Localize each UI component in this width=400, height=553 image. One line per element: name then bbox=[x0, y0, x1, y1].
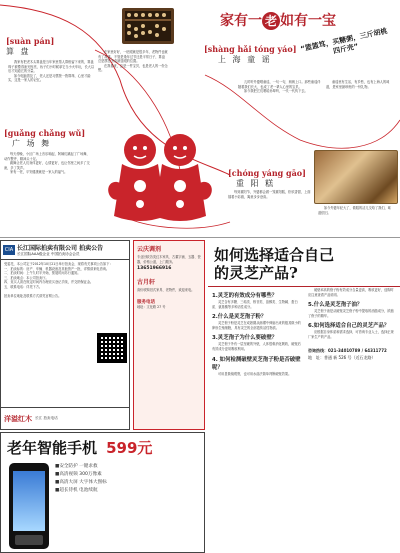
section-dance-header bbox=[4, 128, 85, 149]
q5-heading: 5.什么是灵芝孢子油？ bbox=[308, 302, 363, 309]
q4-heading: 4. 如何检测破壁灵芝孢子粉是否破壁呢？ bbox=[212, 356, 301, 371]
abacus-image bbox=[120, 4, 176, 48]
article-col-left: 1.灵芝的有效成分有哪些？ 灵芝含有多糖、三萜类、核苷类、甾醇类、生物碱、蛋白质、氨基酸等多种活性成分。 2.什么是灵芝孢子粉？ 灵芝孢子粉是灵芝在成熟期从菌褶中弹射出来的极其微小的卵形生殖细胞，具有灵芝的全部遗传活性物质。 3.灵芝孢子为什么要破壁？ 灵芝孢子外有一层坚硬的外壁，人体很难消化吸收，破壁后有效成分更易吸收利用。 4. 如何检测破壁灵芝孢子粉是否破壁呢？ 可用显微镜观察，也可用水溶法简单判断破壁效果。 bbox=[212, 293, 301, 376]
lingzhi-article bbox=[208, 240, 400, 553]
section-dance-hanzi: 广 场 舞 bbox=[12, 139, 52, 148]
section-abacus-pinyin: [suàn pán] bbox=[6, 36, 55, 46]
auction-ad bbox=[0, 240, 130, 430]
auction-footer-brand: 洋溢红木 bbox=[4, 414, 32, 423]
top-separator bbox=[0, 237, 400, 238]
paper-cut-illustration bbox=[104, 126, 216, 230]
middle-ad-title2: 古月轩 bbox=[137, 279, 156, 287]
auction-company-name: 长江国际拍卖有限公司 拍卖公告 bbox=[17, 245, 104, 252]
title-end: 宝 bbox=[322, 13, 336, 29]
phone-ad-price: 599元 bbox=[106, 439, 153, 457]
phone-bullet-1: ■安全防护 一键求救 bbox=[55, 464, 98, 469]
phone-ad-headline bbox=[7, 437, 152, 458]
phone-bullet-4: ■超长待机 电池续航 bbox=[55, 488, 98, 493]
auction-ad-header bbox=[1, 241, 129, 260]
phone-bullet-3: ■高清大屏 大字体大图标 bbox=[55, 480, 107, 485]
auction-company-sub: 长江国际AAA级企业 中国拍卖协会会员 bbox=[17, 252, 80, 256]
section-rhyme-body-2: 童谣里有生活，有乡愁，也有上海人的味道，是家里最珍贵的一份礼物。 bbox=[326, 80, 390, 89]
auction-ad-body: 受委托，本公司定于2012年10月21日举行拍卖会，现将有关事项公告如下： 一、拍卖标的：房产、车辆、机器设备及其他资产一批，详情请来电咨询。 二、拍卖时间：上午九时半开始，预展时间另行通知。 三、拍卖地点：本公司拍卖厅。 四、竞买人须在规定时间内办理竞买登记手续，并交纳保证金。 五、联系电话：详见下方。 拍卖单位地址及联系方式请见官网公告。 bbox=[1, 260, 129, 300]
section-rhyme-body: 儿时听外婆唱童谣，一句一句，朗朗上口。那些童谣伴随着我们长大，也成了老一辈人心里的宝贝。 如今我把它们唱给孙辈听，一代一代传下去。 bbox=[238, 80, 321, 94]
section-cake-hanzi: 重 阳 糕 bbox=[236, 179, 276, 188]
section-cake-body-2: 如今外婆年纪大了，做糕的活儿交给了我们，味道依旧。 bbox=[318, 206, 391, 215]
article-address: 地 址：普通 新 526 号（近石龙路） bbox=[308, 354, 376, 360]
phone-bullet-2: ■高清视频 300万像素 bbox=[55, 472, 102, 477]
phone-keypad bbox=[15, 535, 43, 545]
auction-qr-code bbox=[97, 333, 127, 363]
top-feature-panel bbox=[0, 0, 400, 238]
article-col-right: 破壁率高的孢子粉有效成分含量更高，吸收更好，选购时应注意查看产品说明。 5.什么是灵芝孢子油？ 灵芝孢子油是从破壁灵芝孢子粉中提取的油脂成分，浓缩了孢子的精华。 6.如何选择适合自己的灵芝产品？ 应根据自身体质和需求选择，可咨询专业人士，选择正规厂家生产的产品。 咨询热线：021-34010789 / 64311772 地 址：普通 新 526 号（近石龙路） bbox=[308, 288, 396, 361]
phone-screen bbox=[13, 471, 45, 531]
q2-heading: 2.什么是灵芝孢子粉？ bbox=[212, 314, 267, 321]
phone-ad bbox=[0, 432, 205, 553]
article-title-line2: 的灵芝产品? bbox=[214, 264, 298, 282]
article-title-line1: 如何选择适合自己 bbox=[214, 246, 335, 264]
title-highlight-char: 老 bbox=[262, 12, 280, 30]
section-dance-pinyin: [guǎng chǎng wǔ] bbox=[4, 128, 86, 138]
phone-ad-title: 老年智能手机 bbox=[7, 439, 98, 457]
section-rhyme-header bbox=[204, 44, 297, 65]
q6-heading: 6.如何选择适合自己的灵芝产品？ bbox=[308, 323, 390, 330]
article-title bbox=[208, 240, 400, 287]
title-post: 如有一 bbox=[280, 13, 322, 29]
auction-footer-contact: 长江 拍卖电话 bbox=[35, 416, 58, 420]
section-dance-body: 每天傍晚，小区广场上音乐响起，阿姨们跳起了广场舞，动作整齐，精神头十足。 跳舞让老人们身体更好，心情更好，也让邻里之间多了交流，多了笑声。 家有一老，平安健康就是一家人的福气。 bbox=[4, 152, 90, 175]
auction-ad-footer bbox=[1, 407, 129, 429]
section-cake-header bbox=[228, 168, 306, 189]
title-pre: 家有一 bbox=[220, 13, 262, 29]
section-abacus-body: 我家有把老木头算盘是当年家里帮人算账留下来的，算盘珠子被摸得油光锃亮，孩子们小时候拿它当小火车玩，长大以后才知道它的分量。 如今电脑普及了，老人还是习惯拨一拨算珠，心里才踏实，这是一家人的记忆。 bbox=[8, 60, 95, 83]
section-abacus-header bbox=[6, 36, 54, 57]
phone-image bbox=[9, 463, 49, 549]
shoulder-slogan: “篮篮笃，买糖粥，三斤胡桃四斤壳” bbox=[299, 26, 389, 56]
middle-ad-title1: 云庆调剂 bbox=[137, 246, 162, 253]
section-rhyme-pinyin: [shàng hǎi tóng yáo] bbox=[204, 44, 297, 54]
section-cake-pinyin: [chóng yáng gāo] bbox=[228, 168, 306, 178]
section-rhyme-hanzi: 上 海 童 谣 bbox=[218, 55, 272, 64]
q1-heading: 1.灵芝的有效成分有哪些？ bbox=[212, 293, 278, 299]
company-logo-icon: CIA bbox=[4, 247, 14, 253]
section-abacus-hanzi: 算 盘 bbox=[6, 47, 31, 56]
article-hotline: 咨询热线：021-34010789 / 64311772 bbox=[308, 347, 387, 353]
section-abacus-body-2: 在家里好好，一眨眼就是很多年，老物件也就有了故事。不管是逢年过节还是平常日子，算盘总是摆在书桌最显眼的位置。 在我看来，这是一件宝贝，也是老人的一份念想。 bbox=[98, 50, 168, 73]
section-cake-body: 每到重阳节，外婆都会做一笼重阳糕，松软香甜，上面插着小彩旗，寓意步步登高。 bbox=[228, 190, 311, 199]
phone-bullets bbox=[55, 463, 201, 495]
q3-heading: 3.灵芝孢子为什么要破壁？ bbox=[212, 335, 278, 342]
cake-photo bbox=[314, 150, 398, 204]
middle-ad-phone: 13651966916 bbox=[137, 266, 172, 272]
middle-ad: 云庆调剂 专业回收各类红木家具、古董字画、玉器、瓷器，价格公道，上门服务。 13651966916 古月轩 高价收购旧式家具、老物件，欢迎来电。 服务电话 地址：文化路 27 号 bbox=[133, 240, 205, 430]
middle-ad-tel: 服务电话 bbox=[137, 299, 155, 305]
